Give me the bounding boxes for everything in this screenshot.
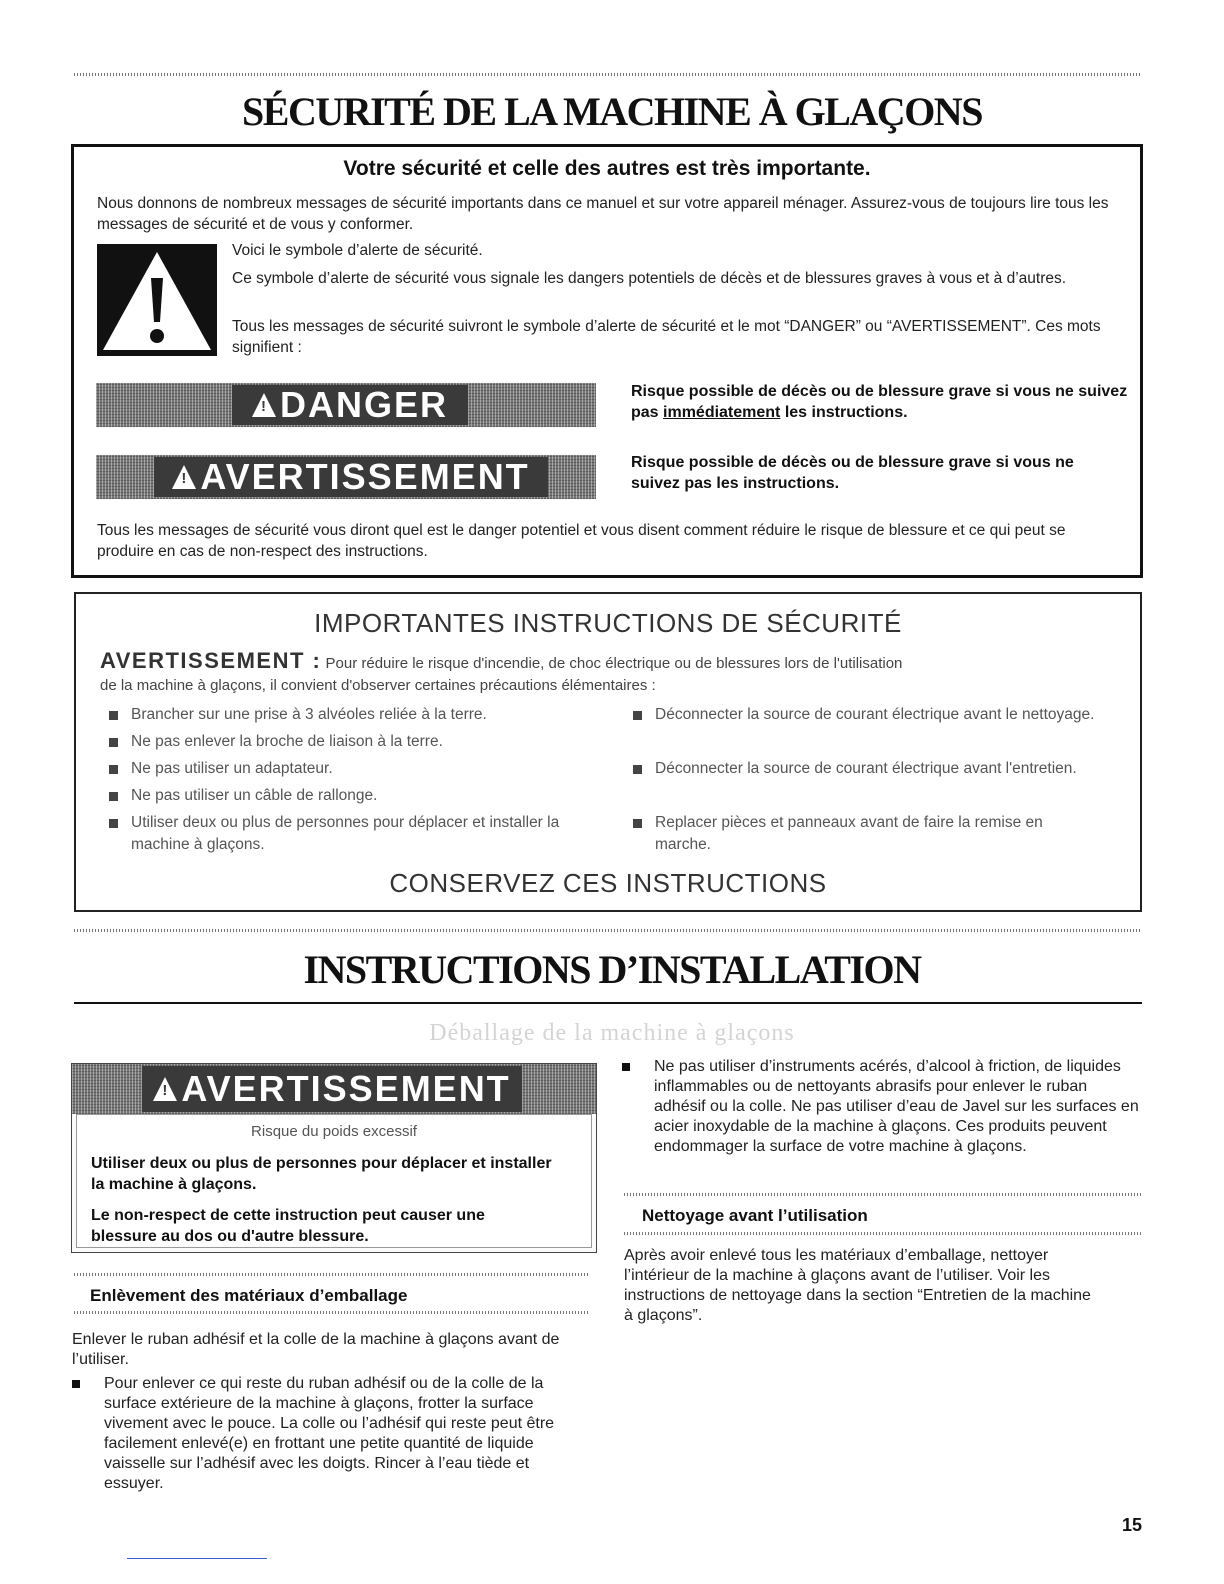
warning-text-2: de la machine à glaçons, il convient d'observer certaines précautions élémentaires : xyxy=(100,677,656,694)
warning-banner xyxy=(96,455,596,499)
safety-heading: Votre sécurité et celle des autres est très importante. xyxy=(343,157,871,180)
important-instructions-title: IMPORTANTES INSTRUCTIONS DE SÉCURITÉ xyxy=(314,608,902,638)
danger-desc-emphasis: immédiatement xyxy=(663,404,781,421)
danger-banner xyxy=(96,383,596,427)
safety-alert-symbol xyxy=(97,244,217,356)
remove-packaging-text: Enlever le ruban adhésif et la colle de la machine à glaçons avant de l’utiliser. xyxy=(72,1331,560,1368)
important-instructions-box xyxy=(74,592,1142,912)
warning-description: Risque possible de décès ou de blessure grave si vous ne suivez pas les instructions. xyxy=(631,454,1074,492)
danger-desc-pre: Risque possible de décès ou de blessure grave si vous ne suivez pas xyxy=(631,383,1128,421)
signal-words-desc: Tous les messages de sécurité suivront le symbole d’alerte de sécurité et le mot “DANGER” ou “AVERTISSEMENT”. Ces mots signifient : xyxy=(232,318,1101,356)
warning-triangle-icon xyxy=(153,1077,177,1101)
weight-warning-box xyxy=(71,1063,597,1253)
footer-line xyxy=(127,1558,267,1559)
list-item: Déconnecter la source de courant électrique avant l'entretien. xyxy=(628,758,1078,780)
page-number: 15 xyxy=(1121,1515,1142,1535)
divider xyxy=(74,1273,588,1276)
warning-text: Pour réduire le risque d'incendie, de choc électrique ou de blessures lors de l'utilisation xyxy=(325,655,903,672)
danger-desc-post: les instructions. xyxy=(780,404,908,421)
weight-consequence: Le non-respect de cette instruction peut causer une blessure au dos ou d'autre blessure. xyxy=(91,1207,485,1245)
list-item: Brancher sur une prise à 3 alvéoles reliée à la terre. xyxy=(104,704,584,726)
warning-triangle-icon xyxy=(97,244,217,356)
warning-triangle-icon xyxy=(252,393,276,417)
danger-label: DANGER xyxy=(279,384,448,425)
list-item: Ne pas utiliser d’instruments acérés, d’alcool à friction, de liquides inflammables ou de nettoyants abrasifs pour enlever le ruban adhésif ou la colle. Ne pas utiliser d’eau de Javel sur les surfaces en acier inoxydable de la machine à glaçons. Ces produits peuvent endommager la surface de votre machine à glaçons. xyxy=(622,1057,1142,1157)
list-item: Ne pas utiliser un câble de rallonge. xyxy=(104,785,584,807)
weight-warning-body xyxy=(76,1114,592,1248)
warning-word: AVERTISSEMENT : xyxy=(100,648,322,673)
list-item: Pour enlever ce qui reste du ruban adhésif ou de la colle de la surface extérieure de la machine à glaçons, frotter la surface vivement avec le pouce. La colle ou l’adhésif qui reste peut être facilement enlevé(e) en frottant une petite quantité de liquide vaisselle sur l’adhésif avec les doigts. Rincer à l’eau tiède et essuyer. xyxy=(72,1374,592,1494)
list-item: Utiliser deux ou plus de personnes pour déplacer et installer la machine à glaçons. xyxy=(104,812,574,856)
remove-packaging-heading: Enlèvement des matériaux d’emballage xyxy=(90,1286,408,1305)
safety-box xyxy=(71,144,1143,578)
warning-triangle-icon xyxy=(172,465,196,489)
keep-instructions: CONSERVEZ CES INSTRUCTIONS xyxy=(389,868,827,898)
list-item: Ne pas utiliser un adaptateur. xyxy=(104,758,584,780)
divider xyxy=(74,1311,588,1314)
section-divider xyxy=(74,929,1142,932)
weight-warning-banner xyxy=(72,1064,596,1114)
weight-instruction: Utiliser deux ou plus de personnes pour déplacer et installer la machine à glaçons. xyxy=(91,1155,552,1193)
list-item: Déconnecter la source de courant électrique avant le nettoyage. xyxy=(628,704,1098,726)
divider xyxy=(624,1193,1142,1196)
installation-rule xyxy=(74,1002,1142,1004)
safety-outro: Tous les messages de sécurité vous diront quel est le danger potentiel et vous disent comment réduire le risque de blessure et ce qui peut se produire en cas de non-respect des instructions. xyxy=(97,522,1066,560)
safety-intro: Nous donnons de nombreux messages de sécurité importants dans ce manuel et sur votre appareil ménager. Assurez-vous de toujours lire tous les messages de sécurité et de vous y conformer. xyxy=(97,195,1109,233)
list-item: Ne pas enlever la broche de liaison à la terre. xyxy=(104,731,584,753)
danger-description xyxy=(631,381,1131,423)
important-warning xyxy=(100,650,1120,697)
symbol-line: Voici le symbole d’alerte de sécurité. xyxy=(232,242,483,259)
divider xyxy=(624,1232,1142,1235)
symbol-desc: Ce symbole d’alerte de sécurité vous signale les dangers potentiels de décès et de blessures graves à vous et à d’autres. xyxy=(232,270,1067,287)
top-divider xyxy=(74,73,1142,76)
page-title: SÉCURITÉ DE LA MACHINE À GLAÇONS xyxy=(242,89,982,134)
cleaning-text: Après avoir enlevé tous les matériaux d’emballage, nettoyer l’intérieur de la machine à glaçons avant de l’utiliser. Voir les instructions de nettoyage dans la section “Entretien de la machine à glaçons”. xyxy=(624,1247,1091,1324)
list-item: Replacer pièces et panneaux avant de faire la remise en marche. xyxy=(628,812,1098,856)
installation-title: INSTRUCTIONS D’INSTALLATION xyxy=(303,947,921,992)
unpacking-subtitle: Déballage de la machine à glaçons xyxy=(429,1020,795,1046)
cleaning-heading: Nettoyage avant l’utilisation xyxy=(642,1206,868,1225)
weight-warning-label: AVERTISSEMENT xyxy=(181,1068,511,1109)
warning-label: AVERTISSEMENT xyxy=(200,456,530,497)
weight-risk: Risque du poids excessif xyxy=(251,1123,417,1140)
